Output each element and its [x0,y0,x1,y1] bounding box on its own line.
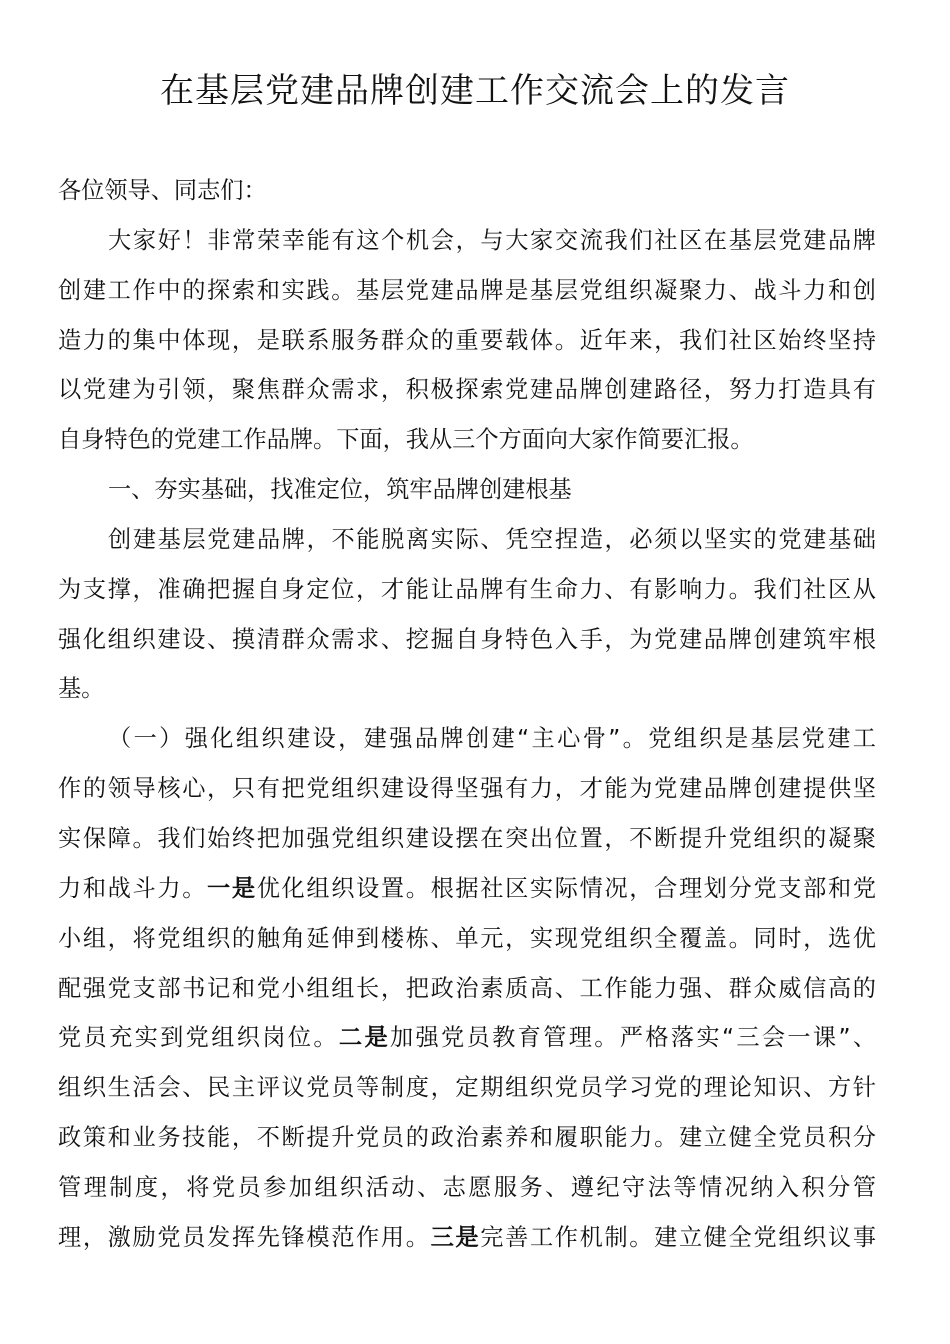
section-paragraph-line: 基。 [58,675,105,703]
text-run: 优化组织设置。根据社区实际情况，合理划分党支部和党 [256,874,877,902]
emphasis-marker: 三是 [430,1223,481,1251]
section-paragraph-line: 强化组织建设、摸清群众需求、挖掘自身特色入手，为党建品牌创建筑牢根 [58,625,876,653]
document-title: 在基层党建品牌创建工作交流会上的发言 [160,71,790,111]
subsection-line: 管理制度，将党员参加组织活动、志愿服务、遵纪守法等情况纳入积分管 [58,1173,876,1201]
subsection-line [58,1013,876,1063]
intro-line: 以党建为引领，聚焦群众需求，积极探索党建品牌创建路径，努力打造具有 [58,376,876,404]
intro-line: 大家好！非常荣幸能有这个机会，与大家交流我们社区在基层党建品牌 [108,226,876,254]
section-heading: 一、夯实基础，找准定位，筑牢品牌创建根基 [108,476,572,504]
subsection-line: 配强党支部书记和党小组组长，把政治素质高、工作能力强、群众威信高的 [58,974,876,1002]
text-run: 加强党员教育管理。严格落实“三会一课”、 [389,1024,877,1052]
section-paragraph-line: 为支撑，准确把握自身定位，才能让品牌有生命力、有影响力。我们社区从 [58,575,876,603]
subsection-line: 实保障。我们始终把加强党组织建设摆在突出位置，不断提升党组织的凝聚 [58,824,876,852]
subsection-line: 组织生活会、民主评议党员等制度，定期组织党员学习党的理论知识、方针 [58,1074,876,1102]
text-run: 理，激励党员发挥先锋模范作用。 [58,1223,431,1251]
text-run: 力和战斗力。 [58,874,208,902]
document-body [58,166,876,1263]
subsection-line: （一）强化组织建设，建强品牌创建“主心骨”。党组织是基层党建工 [108,725,876,753]
section-paragraph-line: 创建基层党建品牌，不能脱离实际、凭空捏造，必须以坚实的党建基础 [108,525,876,553]
salutation: 各位领导、同志们： [58,177,267,204]
subsection-line [58,864,876,914]
emphasis-marker: 一是 [207,874,257,902]
subsection-line: 作的领导核心，只有把党组织建设得坚强有力，才能为党建品牌创建提供坚 [58,775,876,803]
subsection-line: 小组，将党组织的触角延伸到楼栋、单元，实现党组织全覆盖。同时，选优 [58,924,876,952]
intro-line: 自身特色的党建工作品牌。下面，我从三个方面向大家作简要汇报。 [58,426,754,454]
text-run: 党员充实到党组织岗位。 [58,1024,339,1052]
intro-line: 创建工作中的探索和实践。基层党建品牌是基层党组织凝聚力、战斗力和创 [58,276,876,304]
emphasis-marker: 二是 [338,1024,390,1052]
intro-line: 造力的集中体现，是联系服务群众的重要载体。近年来，我们社区始终坚持 [58,326,876,354]
text-run: 完善工作机制。建立健全党组织议事 [480,1223,877,1251]
subsection-line [58,1213,876,1263]
subsection-line: 政策和业务技能，不断提升党员的政治素养和履职能力。建立健全党员积分 [58,1124,876,1152]
